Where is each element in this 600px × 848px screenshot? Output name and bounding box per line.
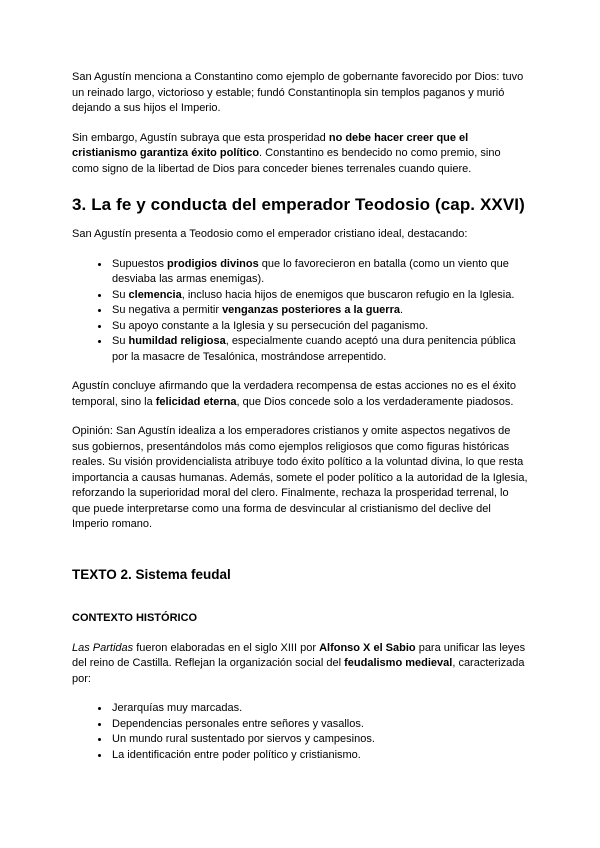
paragraph-teodosio-intro: [72, 227, 528, 243]
text-segment: Un mundo rural sustentado por siervos y campesinos.: [112, 733, 375, 745]
list-item: [110, 288, 528, 304]
text-segment: Sin embargo, Agustín subraya que esta prosperidad: [72, 131, 329, 144]
text-segment: San Agustín presenta a Teodosio como el emperador cristiano ideal, destacando:: [72, 228, 468, 240]
paragraph-opinion: [72, 424, 528, 533]
paragraph-constantino: [72, 70, 528, 117]
list-item: [110, 319, 528, 335]
text-segment: felicidad eterna: [155, 395, 237, 408]
text-segment: Las Partidas: [72, 641, 134, 654]
heading-texto2: TEXTO 2. Sistema feudal: [72, 566, 231, 582]
text-segment: clemencia: [128, 288, 182, 301]
bullet-list-feudalismo: [72, 701, 528, 763]
text-segment: , que Dios concede solo a los verdaderamente piadosos.: [236, 395, 514, 408]
text-segment: . Constantino es bendecido no como premio, sino como signo de la libertad de Dios para conceder bienes terrenales cuando quiere.: [72, 147, 501, 175]
text-segment: no debe hacer creer que el cristianismo garantiza éxito político: [72, 131, 469, 159]
text-segment: fueron elaboradas en el siglo XIII por: [133, 641, 320, 654]
list-item: [110, 303, 528, 319]
text-segment: Jerarquías muy marcadas.: [112, 702, 243, 714]
text-segment: .: [399, 304, 404, 316]
list-item: [110, 748, 528, 764]
text-segment: Su apoyo constante a la Iglesia y su persecución del paganismo.: [112, 319, 429, 332]
text-segment: , especialmente cuando aceptó una dura penitencia pública por la masacre de Tesalónica, mostrándose arrepentido.: [112, 335, 516, 363]
text-segment: Alfonso X el Sabio: [319, 641, 416, 654]
text-segment: que lo favorecieron en batalla (como un viento que desviaba las armas enemigas).: [112, 257, 509, 285]
text-segment: venganzas posteriores a la guerra: [222, 304, 400, 316]
text-segment: La identificación entre poder político y cristianismo.: [112, 748, 361, 761]
list-item: [110, 732, 528, 748]
paragraph-prosperidad: [72, 131, 528, 178]
paragraph-conclusion: [72, 379, 528, 410]
list-item: [110, 334, 528, 365]
text-segment: Su: [112, 288, 129, 301]
list-item: [110, 701, 528, 717]
text-segment: Agustín concluye afirmando que la verdadera recompensa de estas acciones no es el éxito temporal, sino la: [72, 380, 516, 408]
text-segment: para unificar las leyes del reino de Castilla. Reflejan la organización social del: [72, 641, 526, 669]
text-segment: feudalismo medieval: [344, 657, 453, 669]
heading-contexto-historico: CONTEXTO HISTÓRICO: [72, 611, 198, 624]
text-segment: Supuestos: [112, 257, 168, 270]
text-segment: , caracterizada por:: [72, 657, 525, 685]
text-segment: Opinión: San Agustín idealiza a los emperadores cristianos y omite aspectos negativos de sus gobiernos, presentándolos más como ejemplos religiosos que como figuras históricas reales. Su visión providencialista atribuye todo éxito político a la voluntad divina, lo que resta importancia a causas humanas. Además, somete el poder político a la autoridad de la Iglesia, reforzando la superioridad moral del clero. Finalmente, rechaza la prosperidad terrenal, lo que puede interpretarse como una forma de desvincular al cristianismo del declive del Imperio romano.: [72, 425, 528, 530]
text-segment: Dependencias personales entre señores y vasallos.: [112, 717, 364, 730]
text-segment: humildad religiosa: [128, 335, 226, 347]
bullet-list-teodosio: [72, 257, 528, 366]
list-item: [110, 717, 528, 733]
text-segment: Su negativa a permitir: [112, 304, 223, 316]
text-segment: San Agustín menciona a Constantino como ejemplo de gobernante favorecido por Dios: tuvo un reinado largo, victorioso y estable; fundó Constantinopla sin templos paganos y murió dejando a sus hijos el Imperio.: [72, 71, 524, 114]
text-segment: , incluso hacia hijos de enemigos que buscaron refugio en la Iglesia.: [181, 288, 515, 301]
paragraph-partidas: [72, 641, 528, 688]
text-segment: Su: [112, 335, 129, 347]
text-segment: prodigios divinos: [167, 257, 259, 270]
list-item: [110, 257, 528, 288]
heading-teodosio: 3. La fe y conducta del emperador Teodosio (cap. XXVI): [72, 195, 525, 214]
